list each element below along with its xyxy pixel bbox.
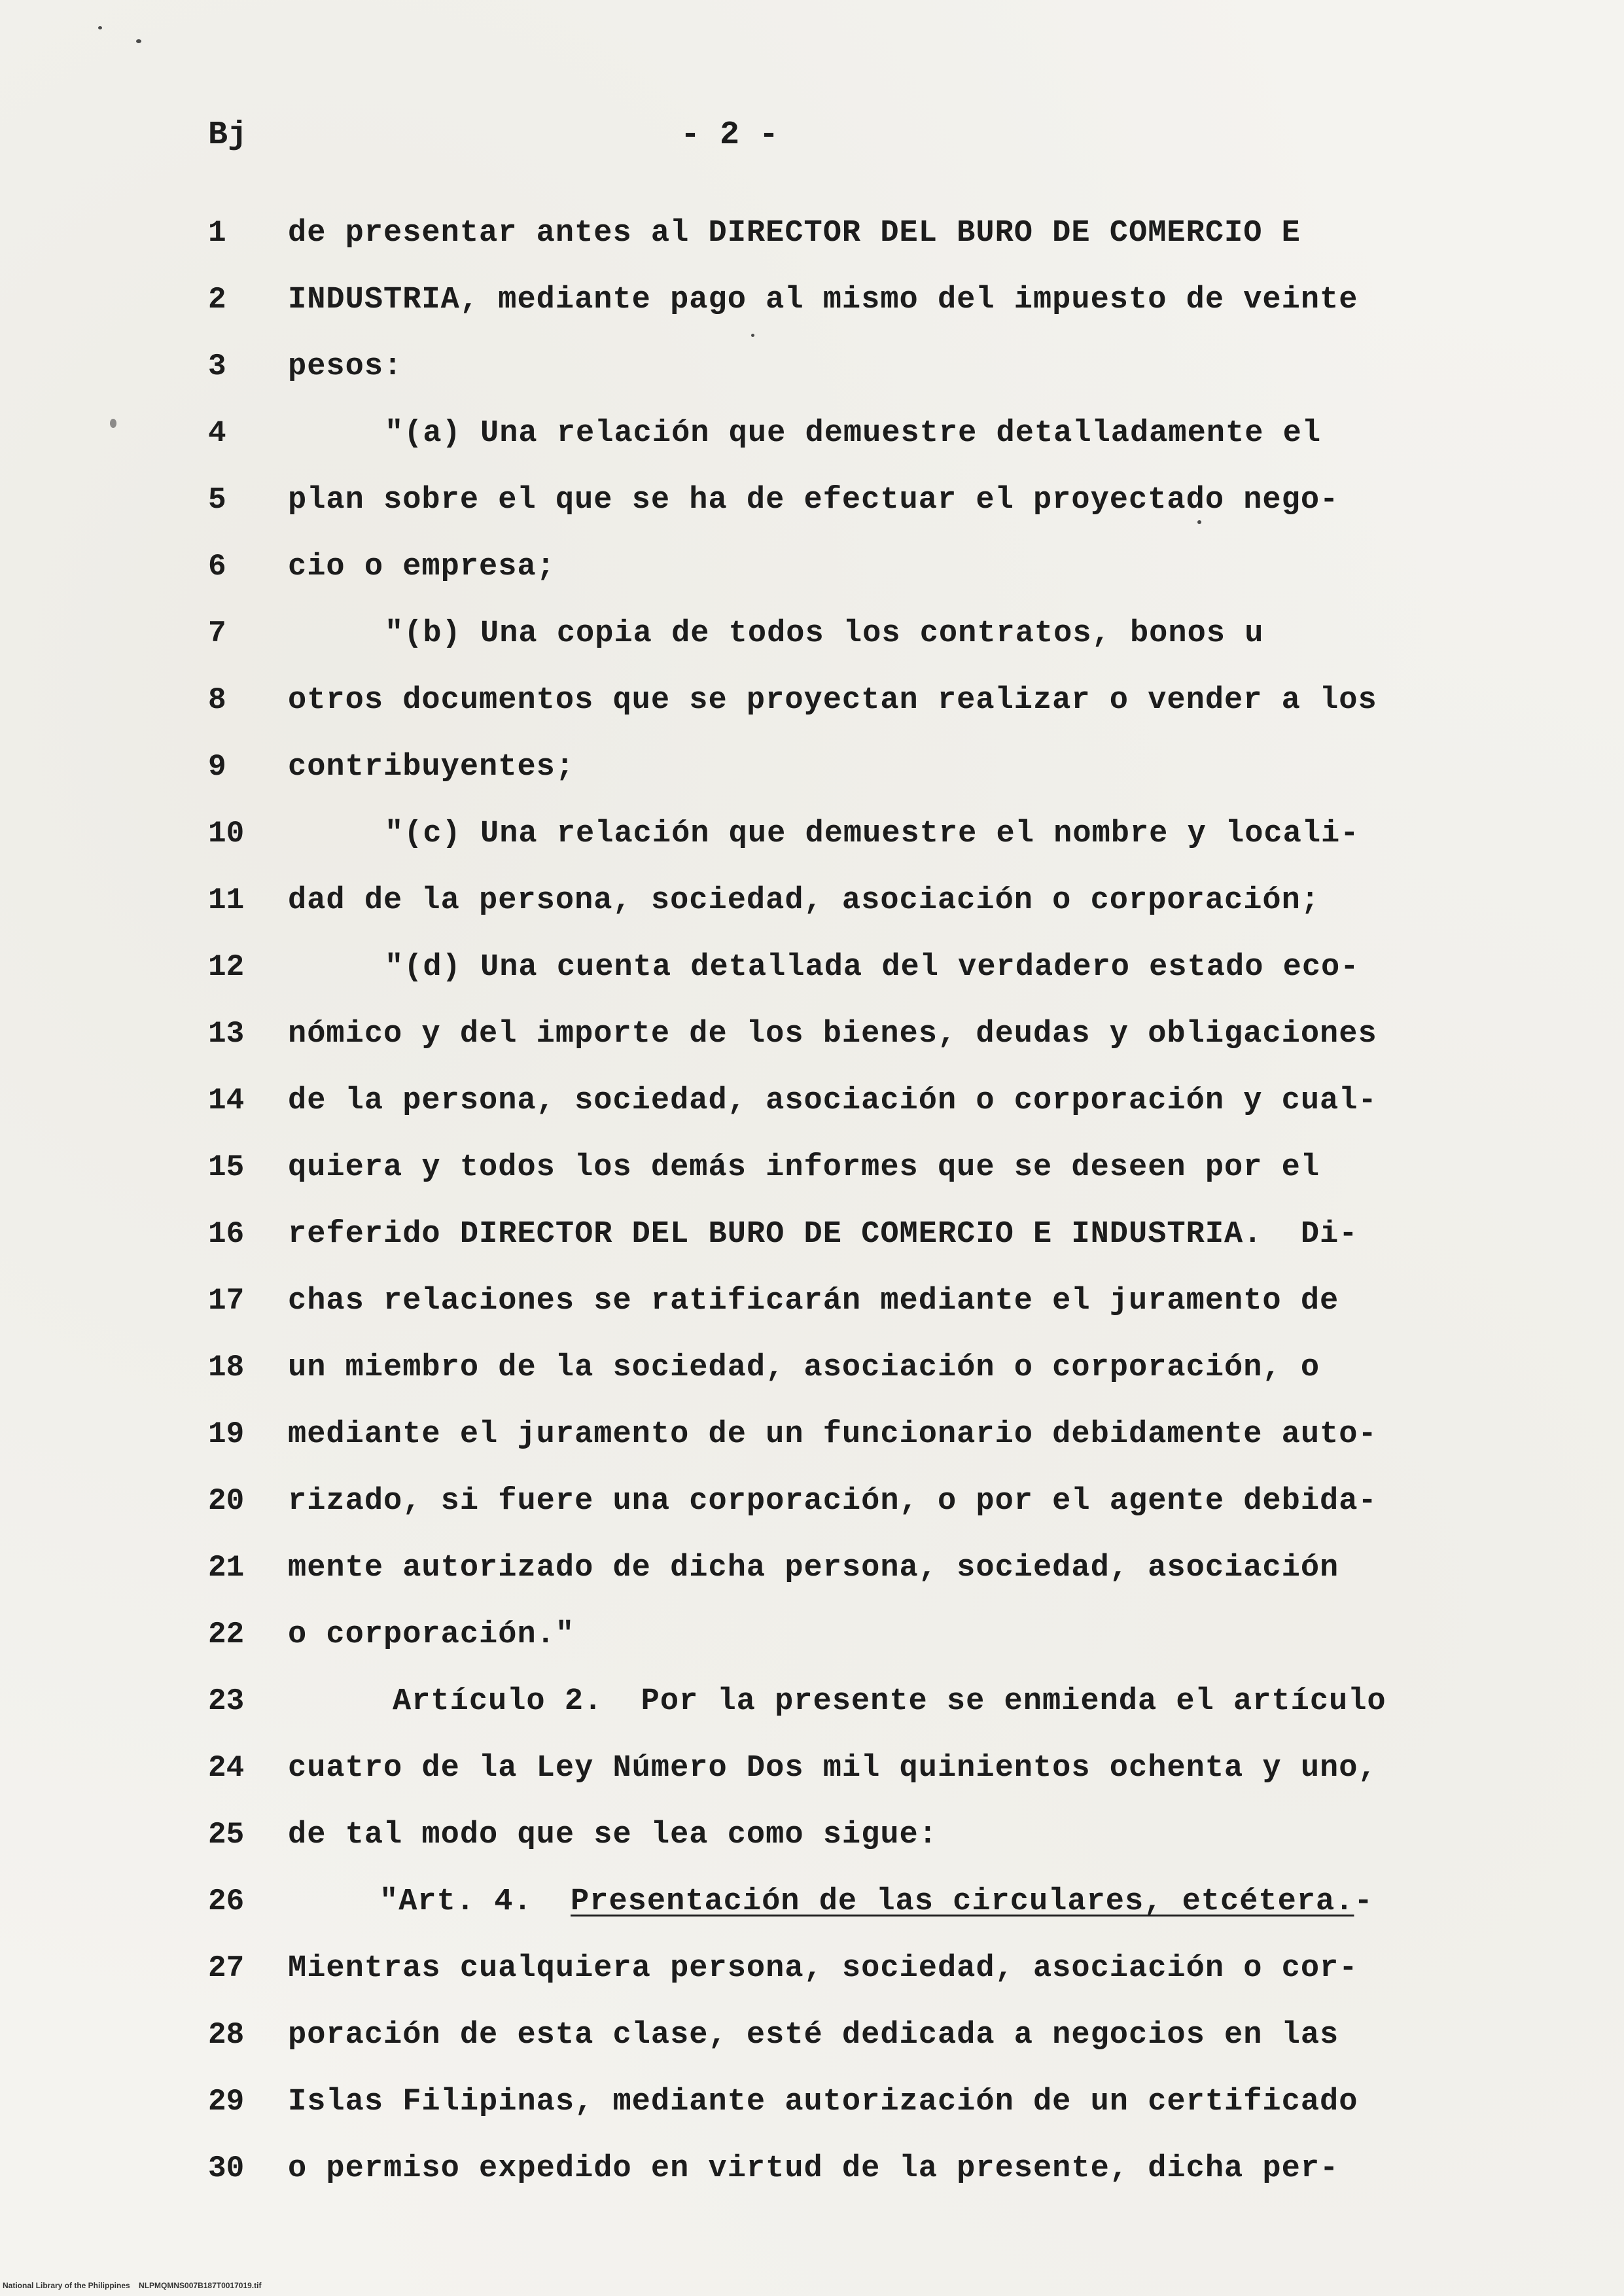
line-text: "(b) Una copia de todos los contratos, bonos u	[385, 616, 1264, 651]
article-suffix: -	[1354, 1884, 1373, 1919]
line-number: 12	[208, 950, 245, 984]
line-number: 6	[208, 550, 226, 584]
line-number: 7	[208, 616, 226, 650]
text-line	[0, 1617, 1624, 1670]
text-line	[0, 1150, 1624, 1203]
text-line	[0, 1084, 1624, 1136]
text-line	[0, 1884, 1624, 1937]
line-number: 1	[208, 216, 226, 250]
line-number: 20	[208, 1484, 245, 1518]
text-line	[0, 1484, 1624, 1536]
text-line	[0, 1818, 1624, 1870]
article-heading: Presentación de las circulares, etcétera.	[571, 1884, 1354, 1919]
text-line	[0, 883, 1624, 936]
line-text: nómico y del importe de los bienes, deudas y obligaciones	[288, 1017, 1377, 1051]
line-text: mediante el juramento de un funcionario debidamente auto-	[288, 1417, 1377, 1452]
line-number: 23	[208, 1684, 245, 1718]
text-line	[0, 950, 1624, 1002]
line-number: 3	[208, 349, 226, 383]
line-text: o corporación."	[288, 1617, 575, 1652]
text-line	[0, 1551, 1624, 1603]
line-number: 30	[208, 2151, 245, 2185]
line-text: un miembro de la sociedad, asociación o corporación, o	[288, 1351, 1320, 1385]
speck	[136, 39, 141, 43]
line-number: 9	[208, 750, 226, 784]
text-line	[0, 817, 1624, 869]
line-text: "(a) Una relación que demuestre detalladamente el	[385, 416, 1322, 451]
line-number: 2	[208, 283, 226, 317]
line-text: INDUSTRIA, mediante pago al mismo del impuesto de veinte	[288, 283, 1358, 317]
text-line	[0, 683, 1624, 735]
text-line	[0, 483, 1624, 535]
line-number: 21	[208, 1551, 245, 1585]
line-text: cio o empresa;	[288, 550, 556, 584]
line-text: quiera y todos los demás informes que se deseen por el	[288, 1150, 1320, 1185]
line-number: 10	[208, 817, 245, 851]
line-text: de tal modo que se lea como sigue:	[288, 1818, 938, 1852]
line-text: Mientras cualquiera persona, sociedad, asociación o cor-	[288, 1951, 1358, 1986]
text-line	[0, 416, 1624, 468]
text-line	[0, 216, 1624, 268]
line-number: 17	[208, 1284, 245, 1318]
line-number: 28	[208, 2018, 245, 2052]
line-number: 14	[208, 1084, 245, 1118]
text-line	[0, 1751, 1624, 1803]
text-line	[0, 750, 1624, 802]
text-line	[0, 349, 1624, 402]
line-text: "(d) Una cuenta detallada del verdadero estado eco-	[385, 950, 1360, 985]
text-line	[0, 2085, 1624, 2137]
line-text: referido DIRECTOR DEL BURO DE COMERCIO E INDUSTRIA. Di-	[288, 1217, 1358, 1252]
line-number: 26	[208, 1884, 245, 1918]
line-number: 24	[208, 1751, 245, 1785]
line-number: 4	[208, 416, 226, 450]
footer-library: National Library of the Philippines	[3, 2281, 130, 2290]
line-text: dad de la persona, sociedad, asociación o corporación;	[288, 883, 1320, 918]
line-text: plan sobre el que se ha de efectuar el proyectado nego-	[288, 483, 1339, 518]
footer-file-id: NLPMQMNS007B187T0017019.tif	[139, 2281, 262, 2290]
line-text: pesos:	[288, 349, 403, 384]
line-text: otros documentos que se proyectan realizar o vender a los	[288, 683, 1377, 718]
line-text: de la persona, sociedad, asociación o corporación y cual-	[288, 1084, 1377, 1118]
line-text: poración de esta clase, esté dedicada a negocios en las	[288, 2018, 1339, 2053]
text-line	[0, 2018, 1624, 2070]
line-number: 18	[208, 1351, 245, 1385]
line-text: de presentar antes al DIRECTOR DEL BURO DE COMERCIO E	[288, 216, 1301, 251]
page-number: - 2 -	[680, 116, 779, 154]
text-line	[0, 1417, 1624, 1470]
line-text: Artículo 2. Por la presente se enmienda el artículo	[393, 1684, 1386, 1719]
text-line	[0, 550, 1624, 602]
line-number: 16	[208, 1217, 245, 1251]
line-text: contribuyentes;	[288, 750, 575, 785]
text-line	[0, 1351, 1624, 1403]
line-text: "(c) Una relación que demuestre el nombre y locali-	[385, 817, 1360, 851]
line-number: 8	[208, 683, 226, 717]
line-number: 11	[208, 883, 245, 917]
text-line	[0, 1217, 1624, 1269]
line-number: 25	[208, 1818, 245, 1852]
text-line	[0, 2151, 1624, 2204]
line-text: rizado, si fuere una corporación, o por el agente debida-	[288, 1484, 1377, 1519]
scan-footer	[3, 2281, 261, 2290]
line-text: cuatro de la Ley Número Dos mil quinientos ochenta y uno,	[288, 1751, 1377, 1786]
text-line	[0, 1684, 1624, 1737]
line-number: 22	[208, 1617, 245, 1651]
line-text: o permiso expedido en virtud de la presente, dicha per-	[288, 2151, 1339, 2186]
line-text	[288, 1884, 1373, 1919]
line-number: 15	[208, 1150, 245, 1184]
line-number: 13	[208, 1017, 245, 1051]
typist-initials: Bj	[208, 116, 248, 154]
text-line	[0, 1284, 1624, 1336]
text-line	[0, 1017, 1624, 1069]
text-line	[0, 283, 1624, 335]
line-number: 19	[208, 1417, 245, 1451]
line-number: 29	[208, 2085, 245, 2119]
line-text: mente autorizado de dicha persona, sociedad, asociación	[288, 1551, 1339, 1585]
line-text: Islas Filipinas, mediante autorización de un certificado	[288, 2085, 1358, 2119]
article-prefix: "Art. 4.	[380, 1884, 571, 1919]
speck	[98, 26, 102, 29]
line-number: 27	[208, 1951, 245, 1985]
text-line	[0, 616, 1624, 669]
line-text: chas relaciones se ratificarán mediante el juramento de	[288, 1284, 1339, 1318]
text-line	[0, 1951, 1624, 2004]
line-number: 5	[208, 483, 226, 517]
